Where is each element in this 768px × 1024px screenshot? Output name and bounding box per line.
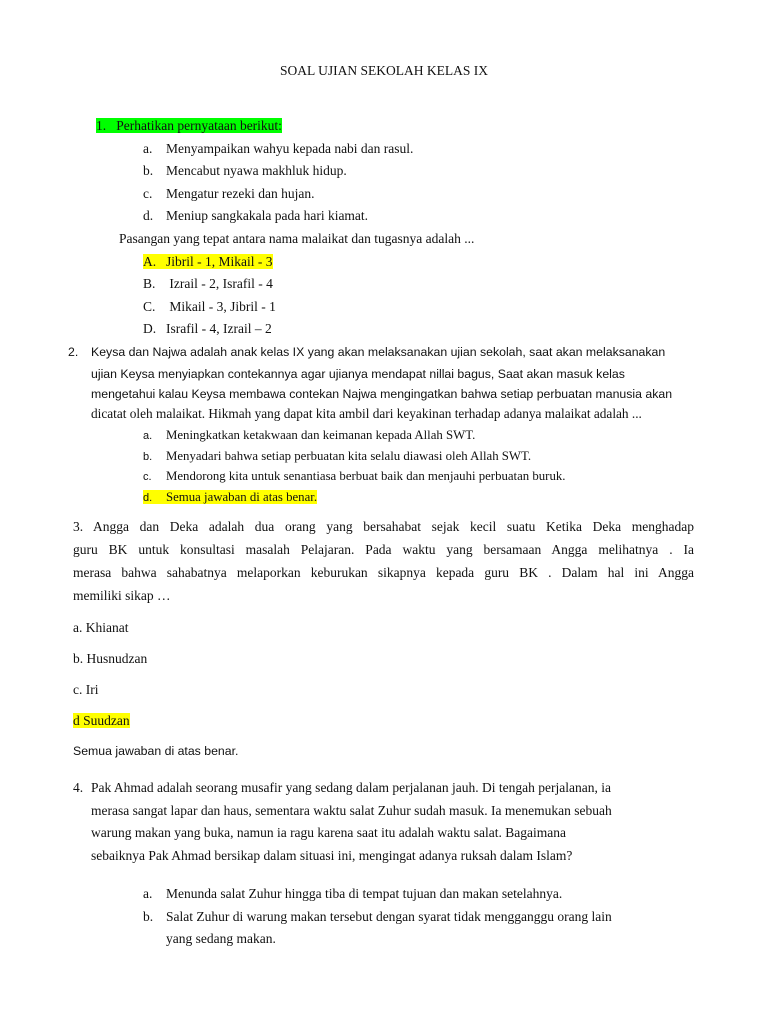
q1-option-d (143, 320, 272, 338)
q4-number: 4. (73, 780, 84, 795)
q3-option-a: a. Khianat (73, 620, 129, 635)
option-label: B. (143, 276, 156, 291)
q2-option-b (143, 447, 531, 466)
option-text: Salat Zuhur di warung makan tersebut dengan syarat tidak mengganggu orang lain (166, 909, 612, 924)
q1-statement-c (143, 185, 314, 203)
q4-option-a (143, 885, 562, 903)
q3-line: merasa bahwa sahabatnya melaporkan keburukan sikapnya kepada guru BK . Dalam hal ini Angga (73, 565, 694, 580)
q3-option-c: c. Iri (73, 682, 99, 697)
option-label: a. (143, 430, 153, 442)
q2-line: mengetahui kalau Keysa membawa contekan Najwa mengingatkan bahwa setiap perbuatan manusia akan (91, 387, 673, 401)
option-label: C. (143, 299, 156, 314)
statement-text: Mengatur rezeki dan hujan. (166, 186, 315, 201)
q3-line: guru BK untuk konsultasi masalah Pelajaran. Pada waktu yang bersamaan Angga melihatnya . Ia (73, 542, 694, 557)
statement-label: a. (143, 141, 153, 156)
answer-highlight (143, 490, 317, 504)
q1-option-b (143, 275, 273, 293)
q1-stem-line (96, 117, 282, 135)
statement-text: Meniup sangkakala pada hari kiamat. (166, 208, 369, 223)
q1-statement-b (143, 162, 347, 180)
q4-line: sebaiknya Pak Ahmad bersikap dalam situasi ini, mengingat adanya ruksah dalam Islam? (91, 848, 573, 863)
q1-question: Pasangan yang tepat antara nama malaikat dan tugasnya adalah ... (119, 231, 475, 246)
option-text: Mendorong kita untuk senantiasa berbuat baik dan menjauhi perbuatan buruk. (166, 469, 566, 483)
q4-line: merasa sangat lapar dan haus, sementara waktu salat Zuhur sudah masuk. Ia menemukan sebuah (91, 803, 612, 818)
statement-label: b. (143, 163, 154, 178)
option-text: Jibril - 1, Mikail - 3 (166, 254, 273, 269)
q3-line: 3. Angga dan Deka adalah dua orang yang bersahabat sejak kecil suatu Ketika Deka menghadap (73, 519, 694, 534)
option-text: Menunda salat Zuhur hingga tiba di tempat tujuan dan makan setelahnya. (166, 886, 563, 901)
q1-statement-a (143, 140, 413, 158)
statement-label: d. (143, 208, 154, 223)
q2-option-a (143, 426, 475, 445)
q1-statement-d (143, 207, 368, 225)
q4-line: Pak Ahmad adalah seorang musafir yang sedang dalam perjalanan jauh. Di tengah perjalanan, ia (91, 780, 611, 795)
option-label: c. (143, 471, 152, 483)
q3-option-b: b. Husnudzan (73, 651, 148, 666)
option-label: a. (143, 886, 153, 901)
q2-line-text: dicatat oleh malaikat. Hikmah yang dapat kita ambil dari keyakinan terhadap adanya malaikat adalah ... (91, 406, 642, 421)
q3-option-d (73, 712, 130, 730)
option-text: Semua jawaban di atas benar. (166, 490, 318, 504)
option-text: Menyadari bahwa setiap perbuatan kita selalu diawasi oleh Allah SWT. (166, 449, 532, 463)
option-text: Mikail - 3, Jibril - 1 (166, 299, 276, 314)
page-title: SOAL UJIAN SEKOLAH KELAS IX (280, 63, 488, 78)
option-label: D. (143, 321, 157, 336)
q2-line: ujian Keysa menyiapkan contekannya agar ujianya mendapat nillai bagus, Saat akan masuk kelas (91, 367, 625, 381)
q3-line: memiliki sikap … (73, 588, 171, 603)
q3-extra-text: Semua jawaban di atas benar. (73, 744, 239, 758)
q4-line: warung makan yang buka, namun ia ragu karena saat itu adalah waktu salat. Bagaimana (91, 825, 566, 840)
q2-line (91, 405, 642, 423)
q2-number: 2. (68, 345, 79, 359)
option-label: A. (143, 254, 157, 269)
statement-label: c. (143, 186, 153, 201)
option-text: Israfil - 4, Izrail – 2 (166, 321, 272, 336)
option-label: b. (143, 909, 154, 924)
answer-highlight (143, 254, 273, 269)
statement-text: Menyampaikan wahyu kepada nabi dan rasul. (166, 141, 414, 156)
q2-option-c (143, 467, 565, 486)
q2-option-d (143, 488, 317, 507)
option-text: Meningkatkan ketakwaan dan keimanan kepada Allah SWT. (166, 428, 476, 442)
q1-number: 1. (96, 118, 107, 133)
option-text: Izrail - 2, Israfil - 4 (166, 276, 273, 291)
q2-line: Keysa dan Najwa adalah anak kelas IX yang akan melaksanakan ujian sekolah, saat akan melaksanakan (91, 345, 666, 359)
answer-highlight: d Suudzan (73, 713, 130, 728)
q1-option-a (143, 253, 273, 271)
q1-stem: Perhatikan pernyataan berikut: (116, 118, 282, 133)
option-label: d. (143, 492, 153, 504)
q4-option-b-continuation: yang sedang makan. (166, 931, 276, 946)
q1-option-c (143, 298, 276, 316)
q1-stem-highlight (96, 118, 282, 133)
statement-text: Mencabut nyawa makhluk hidup. (166, 163, 347, 178)
option-label: b. (143, 451, 153, 463)
q4-option-b (143, 908, 612, 926)
